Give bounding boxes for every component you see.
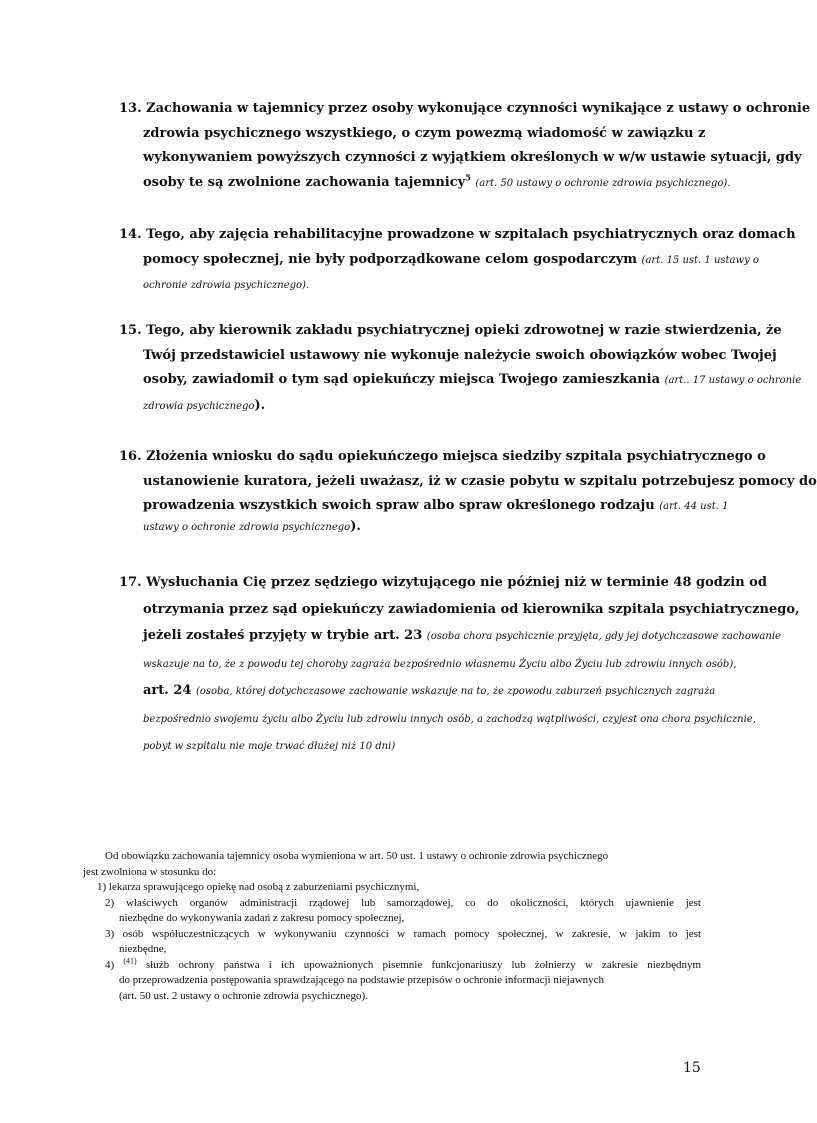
item-15-line-2: Twój przedstawiciel ustawowy nie wykonuje należycie swoich obowiązków wobec Twojej xyxy=(143,347,777,363)
list-item-13 xyxy=(119,97,811,196)
item-17-art24-ref-2: bezpośrednio swojemu życiu albo Życiu lub zdrowiu innych osób, a zachodzą wątpliwości, czyjest ona chora psychicznie, xyxy=(143,713,756,725)
item-16-close: ). xyxy=(350,518,361,534)
item-17-line-7 xyxy=(119,733,702,761)
footnote-point-2a: 2) właściwych organów administracji rządowej lub samorządowej, co do okoliczności, których ujawnienie jest xyxy=(105,896,701,909)
item-14-legal-ref-tail: ochronie zdrowia psychicznego). xyxy=(143,280,310,291)
item-15-line-1: 15. Tego, aby kierownik zakładu psychiatrycznej opieki zdrowotnej w razie stwierdzenia, że xyxy=(119,323,782,338)
footnote-ref: 5 xyxy=(465,172,471,183)
item-17-line-4 xyxy=(119,651,737,679)
footnote-point-4-sup: (41) xyxy=(123,955,137,965)
item-16-legal-ref: (art. 44 ust. 1 xyxy=(659,501,729,512)
footnote-point-4a xyxy=(89,955,702,974)
footnote-point-2b: niezbędne do wykonywania zadań z zakresu pomocy społecznej, xyxy=(119,912,405,924)
page-number: 15 xyxy=(683,1060,701,1076)
footnote xyxy=(83,849,702,1004)
item-17-line-3 xyxy=(119,623,781,651)
item-17-art23: jeżeli zostałeś przyjęty w trybie art. 23 xyxy=(143,628,423,643)
item-13-line-1: 13. Zachowania w tajemnicy przez osoby wykonujące czynności wynikające z ustawy o ochronie xyxy=(119,101,811,116)
item-14-legal-ref: (art. 15 ust. 1 ustawy o xyxy=(641,254,759,266)
item-15-close: ). xyxy=(254,397,266,413)
item-17-line-5 xyxy=(119,678,716,706)
footnote-point-4c: (art. 50 ust. 2 ustawy o ochronie zdrowia psychicznego). xyxy=(119,989,368,1002)
list-item-15 xyxy=(119,319,802,419)
footnote-intro-1: Od obowiązku zachowania tajemnicy osoba wymieniona w art. 50 ust. 1 ustawy o ochronie zdrowia psychicznego xyxy=(105,850,609,862)
list-item-17 xyxy=(119,570,800,761)
item-16-legal-ref-tail: ustawy o ochronie zdrowia psychicznego xyxy=(143,521,351,533)
item-17-art24-ref: (osoba, której dotychczasowe zachowanie wskazuje na to, że zpowodu zaburzeń psychicznych zagraża xyxy=(195,686,716,697)
item-15-text: osoby, zawiadomił o tym sąd opiekuńczy miejsca Twojego zamieszkania xyxy=(143,372,661,387)
item-13-legal-ref: (art. 50 ustawy o ochronie zdrowia psychicznego). xyxy=(475,177,731,189)
item-17-line-2: otrzymania przez sąd opiekuńczy zawiadomienia od kierownika szpitala psychiatrycznego, xyxy=(143,601,800,617)
item-17-art24-ref-3: pobyt w szpitalu nie moje trwać dłużej niż 10 dni) xyxy=(143,741,396,752)
item-17-art23-ref: (osoba chora psychicznie przyjęta, gdy jej dotychczasowe zachowanie xyxy=(426,631,781,642)
item-14-line-3 xyxy=(119,273,702,299)
item-13-text: osoby te są zwolnione zachowania tajemnicy xyxy=(143,174,466,190)
item-17-line-6 xyxy=(119,706,756,734)
footnote-point-3b: niezbędne, xyxy=(119,943,167,955)
footnote-point-4-text: służb ochrony państwa i ich upoważnionych pisemnie funkcjonariuszy lub żołnierzy w zakresie niezbędnym xyxy=(145,958,702,971)
item-15-legal-ref: (art.. 17 ustawy o ochronie xyxy=(664,375,802,386)
item-14-line-2 xyxy=(119,248,759,274)
item-15-line-4 xyxy=(119,394,702,420)
footnote-intro-2: jest zwolniona w stosunku do: xyxy=(83,865,217,878)
item-16-line-2: ustanowienie kuratora, jeżeli uważasz, iż w czasie pobytu w szpitalu potrzebujesz pomocy do xyxy=(143,473,817,489)
item-15-line-3 xyxy=(119,368,802,394)
item-17-art23-ref-2: wskazuje na to, że z powodu tej choroby zagraża bezpośrednio własnemu Życiu albo Życiu lub zdrowiu innych osób), xyxy=(143,658,737,670)
item-16-line-3 xyxy=(119,494,729,520)
footnote-point-4-num: 4) xyxy=(105,958,115,971)
footnote-point-3a: 3) osób współuczestniczących w wykonywaniu czynności w ramach pomocy społecznej, w zakresie, w jakim to jest xyxy=(105,927,701,940)
footnote-point-1: 1) lekarza sprawującego opiekę nad osobą z zaburzeniami psychicznymi, xyxy=(97,881,420,893)
item-14-text: pomocy społecznej, nie były podporządkowane celom gospodarczym xyxy=(143,251,638,267)
item-14-line-1: 14. Tego, aby zajęcia rehabilitacyjne prowadzone w szpitalach psychiatrycznych oraz domach xyxy=(119,227,796,242)
item-16-text: prowadzenia wszystkich swoich spraw albo spraw określonego rodzaju xyxy=(143,498,655,513)
item-13-line-2: zdrowia psychicznego wszystkiego, o czym powezmą wiadomość w zawiązku z xyxy=(143,125,706,141)
list-item-16 xyxy=(119,445,817,535)
item-15-legal-ref-tail: zdrowia psychicznego xyxy=(143,400,255,412)
item-16-line-4 xyxy=(119,520,702,535)
item-17-line-1: 17. Wysłuchania Cię przez sędziego wizytującego nie później niż w terminie 48 godzin od xyxy=(119,575,767,590)
item-16-line-1: 16. Złożenia wniosku do sądu opiekuńczego miejsca siedziby szpitala psychiatrycznego o xyxy=(119,449,766,464)
item-13-line-3: wykonywaniem powyższych czynności z wyjątkiem określonych w w/w ustawie sytuacji, gdy xyxy=(143,150,802,165)
item-17-art24: art. 24 xyxy=(143,683,192,698)
item-13-line-4 xyxy=(119,171,731,197)
list-item-14 xyxy=(119,223,796,299)
footnote-point-4b: do przeprowadzenia postępowania sprawdzającego na podstawie przepisów o ochronie informacji niejawnych xyxy=(119,974,605,986)
